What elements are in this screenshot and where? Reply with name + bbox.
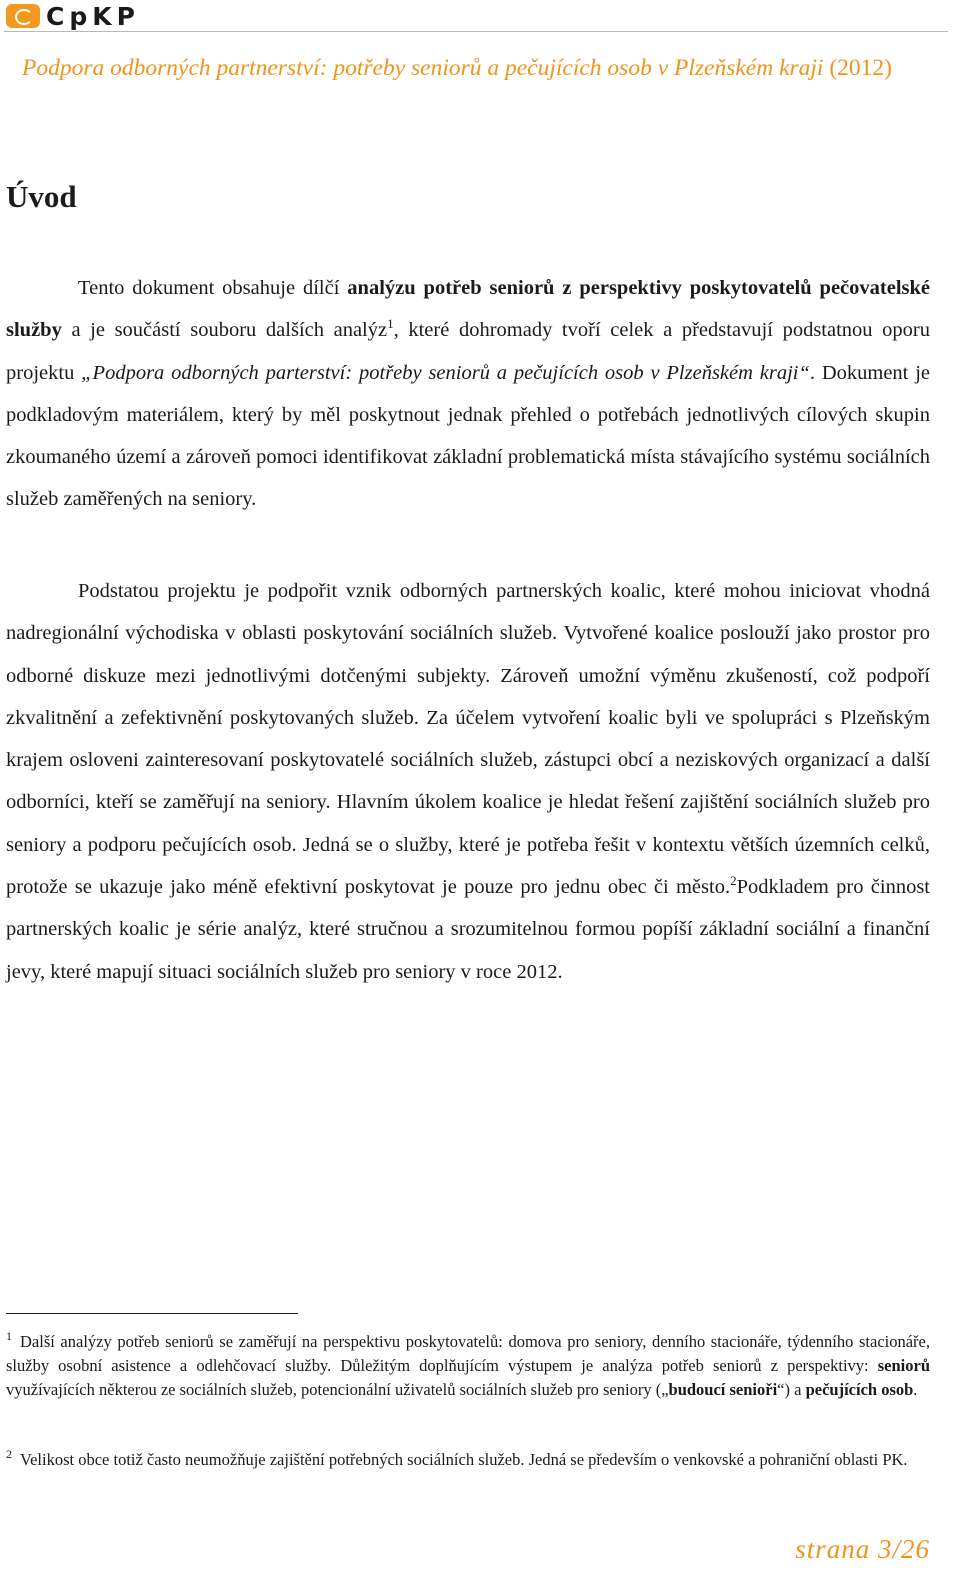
cpkp-logo-icon — [6, 4, 40, 28]
bold-text: pečujících osob — [805, 1380, 914, 1399]
paragraph-text: , které dohromady tvoří celek a představují podstatnou oporu projektu — [6, 319, 930, 384]
footnote-text: Velikost obce totiž často neumožňuje zajištění potřebných sociálních služeb. Jedná se především o venkovské a pohraniční oblasti PK. — [20, 1450, 908, 1469]
bold-text: budoucí senioři — [668, 1380, 778, 1399]
footnote-text: “) a — [777, 1380, 806, 1399]
document-header — [22, 55, 892, 82]
header-title: Podpora odborných partnerství: potřeby seniorů a pečujících osob v Plzeňském kraji — [22, 55, 824, 81]
project-name: „Podpora odborných parterství: potřeby seniorů a pečujících osob v Plzeňském kraji“ — [81, 361, 810, 384]
logo-text: CpKP — [46, 1, 140, 31]
footnote-text: využívajících některou ze sociálních služeb, potencionální uživatelů sociálních služeb pro seniory („ — [6, 1380, 669, 1399]
footnote-text: Další analýzy potřeb seniorů se zaměřují na perspektivu poskytovatelů: domova pro seniory, denního stacionáře, týdenního stacionáře, služby osobní asistence a odlehčovací služby. Důležitým doplňujícím výstupem je analýza potřeb seniorů z perspektivy: — [6, 1332, 930, 1375]
logo — [6, 2, 140, 30]
footnote-divider — [6, 1313, 298, 1314]
footnote-text: . — [913, 1380, 918, 1399]
paragraph-intro — [6, 267, 930, 521]
section-title: Úvod — [6, 179, 77, 214]
page-number: strana 3/26 — [795, 1534, 930, 1564]
footnote-ref-1[interactable]: 1 — [387, 316, 394, 332]
paragraph-text: Tento dokument obsahuje dílčí — [78, 277, 348, 299]
footnote-number: 2 — [6, 1447, 12, 1461]
paragraph-text: . Dokument je podkladovým materiálem, který by měl poskytnout jednak přehled o potřebách jednotlivých cílových skupin zkoumaného území a zároveň pomoci identifikovat základní problematická místa stávajícího systému sociálních služeb zaměřených na seniory. — [6, 361, 930, 511]
paragraph-text: a je součástí souboru dalších analýz — [61, 319, 388, 342]
footnote-number: 1 — [6, 1329, 12, 1343]
footnote-ref-2[interactable]: 2 — [730, 873, 737, 889]
footnote-1 — [6, 1330, 930, 1402]
header-divider — [4, 31, 948, 32]
bold-text: seniorů — [877, 1356, 930, 1375]
paragraph-text: Podkladem pro činnost partnerských koalic je série analýz, které stručnou a srozumitelnou formou popíší základní sociální a finanční jevy, které mapují situaci sociálních služeb pro seniory v roce 2012. — [6, 876, 930, 983]
paragraph-project — [6, 570, 930, 993]
footnote-2 — [6, 1448, 930, 1472]
header-year: (2012) — [829, 55, 892, 81]
bold-text: analýzu potřeb seniorů z perspektivy poskytovatelů pečovatelské služby — [6, 277, 930, 342]
paragraph-text: Podstatou projektu je podpořit vznik odborných partnerských koalic, které mohou iniciovat vhodná nadregionální východiska v oblasti poskytování sociálních služeb. Vytvořené koalice poslouží jako prostor pro odborné diskuze mezi jednotlivými dotčenými subjekty. Zároveň umožní výměnu zkušeností, což podpoří zkvalitnění a zefektivnění poskytovaných služeb. Za účelem vytvoření koalic byli ve spolupráci s Plzeňským krajem osloveni zainteresovaní poskytovatelé sociálních služeb, zástupci obcí a neziskových organizací a další odborníci, kteří se zaměřují na seniory. Hlavním úkolem koalice je hledat řešení zajištění sociálních služeb pro seniory a podporu pečujících osob. Jedná se o služby, které je potřeba řešit v kontextu větších územních celků, protože se ukazuje jako méně efektivní poskytovat je pouze pro jednu obec či město. — [6, 580, 930, 899]
